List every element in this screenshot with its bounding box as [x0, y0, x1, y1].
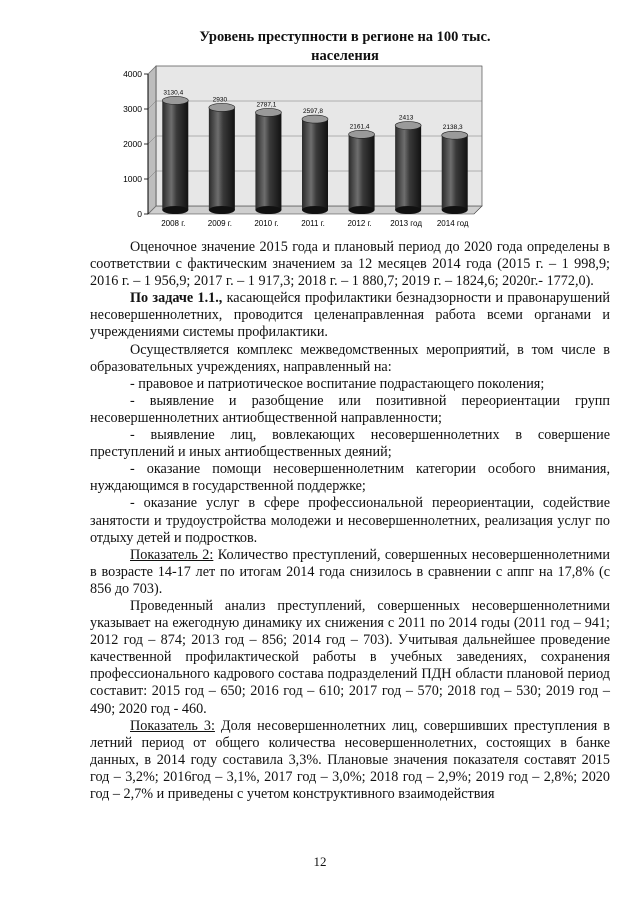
- bar-base: [209, 206, 235, 214]
- y-tick-label: 2000: [123, 139, 142, 149]
- list-item: - оказание помощи несовершеннолетним категории особого внимания, нуждающимся в государственной поддержке;: [90, 461, 610, 495]
- bar-top: [209, 103, 235, 111]
- category-label: 2011 г.: [301, 219, 325, 228]
- bar-base: [302, 206, 328, 214]
- value-label: 2413: [398, 114, 414, 122]
- y-tick-label: 4000: [123, 69, 142, 79]
- category-label: 2010 г.: [254, 219, 279, 228]
- list-item: - правовое и патриотическое воспитание подрастающего поколения;: [130, 375, 545, 392]
- bar-top: [395, 122, 421, 130]
- bar-base: [162, 206, 188, 214]
- value-label: 2138,3: [442, 124, 463, 132]
- bar: [349, 134, 375, 210]
- bar-base: [255, 206, 281, 214]
- task-text: касающейся профилактики безнадзорности и правонарушений несовершеннолетних, проводится целенаправленная работа всеми органами и учреждениями системы профилактики.: [90, 290, 610, 341]
- indicator-3-text: Доля несовершеннолетних лиц, совершивших преступления в летний период от общего количества несовершеннолетних, состоящих в банке данных, в 2014 году составила 3,3%. Плановые значения показателя составят 2015 год – 3,2%; 2016год – 3,1%, 2017 год – 3,0%; 2018 год – 2,9%; 2019 год – 2,8%; 2020 год – 2,7% и приведены с учетом конструктивного взаимодействия: [90, 717, 610, 802]
- bar-top: [162, 96, 188, 104]
- bar: [302, 119, 328, 210]
- category-label: 2014 год: [436, 219, 469, 228]
- bar: [255, 112, 281, 210]
- body-text: [90, 239, 610, 803]
- y-tick-label: 0: [137, 209, 142, 219]
- task-label: По задаче 1.1.,: [130, 290, 223, 307]
- bar: [162, 100, 188, 210]
- paragraph-analysis: Проведенный анализ преступлений, совершенных несовершеннолетними указывает на ежегодную динамику их снижения с 2011 по 2014 годы (2011 год – 941; 2012 год – 874; 2013 год – 856; 2014 год – 703). Учитывая дальнейшее проведение качественной профилактической работы в учебных заведениях, сохранения профессионального кадрового состава подразделений ПДН области плановой период составит: 2015 год – 650; 2016 год – 610; 2017 год – 570; 2018 год – 530; 2019 год – 490; 2020 год - 460.: [90, 597, 610, 717]
- list-item: - выявление и разобщение или позитивной переориентации групп несовершеннолетних антиобщественной направленности;: [90, 392, 610, 426]
- paragraph-indicator-3: [90, 718, 610, 803]
- y-tick-label: 1000: [123, 174, 142, 184]
- indicator-2-label: Показатель 2:: [130, 546, 214, 563]
- indicator-3-label: Показатель 3:: [130, 717, 215, 734]
- bar: [209, 107, 235, 210]
- crime-level-bar-chart: [104, 62, 494, 234]
- category-label: 2012 г.: [347, 219, 372, 228]
- list-item: - выявление лиц, вовлекающих несовершеннолетних в совершение преступлений и иных антиобщественных деяний;: [90, 427, 610, 461]
- value-label: 2161,4: [349, 123, 370, 131]
- value-label: 3130,4: [163, 89, 184, 97]
- paragraph-forecast: Оценочное значение 2015 года и плановый период до 2020 года определены в соответствии с фактическим значением за 12 месяцев 2014 года (2015 г. – 1 998,9; 2016 г. – 1 956,9; 2017 г. – 1 917,3; 2018 г. – 1 880,7; 2019 г. – 1824,6; 2020г.- 1772,0).: [90, 239, 610, 290]
- list-item: - оказание услуг в сфере профессиональной переориентации, содействие занятости и трудоустройства молодежи и несовершеннолетних, реализация услуг по отдыху детей и подростков.: [90, 495, 610, 546]
- chart-title-line-2: населения: [311, 48, 379, 64]
- indicator-2-text: Количество преступлений, совершенных несовершеннолетними в возрасте 14-17 лет по итогам 2014 года снизилось в сравнении с аппг на 17,8% (с 856 до 703).: [90, 546, 610, 597]
- category-label: 2013 год: [390, 219, 422, 228]
- value-label: 2787,1: [256, 101, 277, 109]
- category-label: 2008 г.: [161, 219, 186, 228]
- bar: [395, 126, 421, 210]
- bar-top: [302, 115, 328, 123]
- value-label: 2930: [212, 96, 228, 104]
- value-label: 2597,8: [303, 108, 323, 116]
- y-tick-label: 3000: [123, 104, 142, 114]
- chart-title-line-1: Уровень преступности в регионе на 100 тыс.: [199, 29, 491, 45]
- bar-top: [349, 130, 375, 138]
- paragraph-task-1-1: [90, 290, 610, 341]
- paragraph-indicator-2: [90, 547, 610, 598]
- bar-top: [255, 108, 281, 116]
- bar-top: [442, 131, 468, 139]
- paragraph-measures: Осуществляется комплекс межведомственных мероприятий, в том числе в образовательных учреждениях, направленный на:: [90, 341, 610, 375]
- category-label: 2009 г.: [207, 219, 232, 228]
- chart-title: [150, 28, 540, 66]
- bar-base: [442, 206, 468, 214]
- bar-base: [349, 206, 375, 214]
- bar-base: [395, 206, 421, 214]
- bar: [442, 135, 468, 210]
- page-number: 12: [313, 854, 327, 869]
